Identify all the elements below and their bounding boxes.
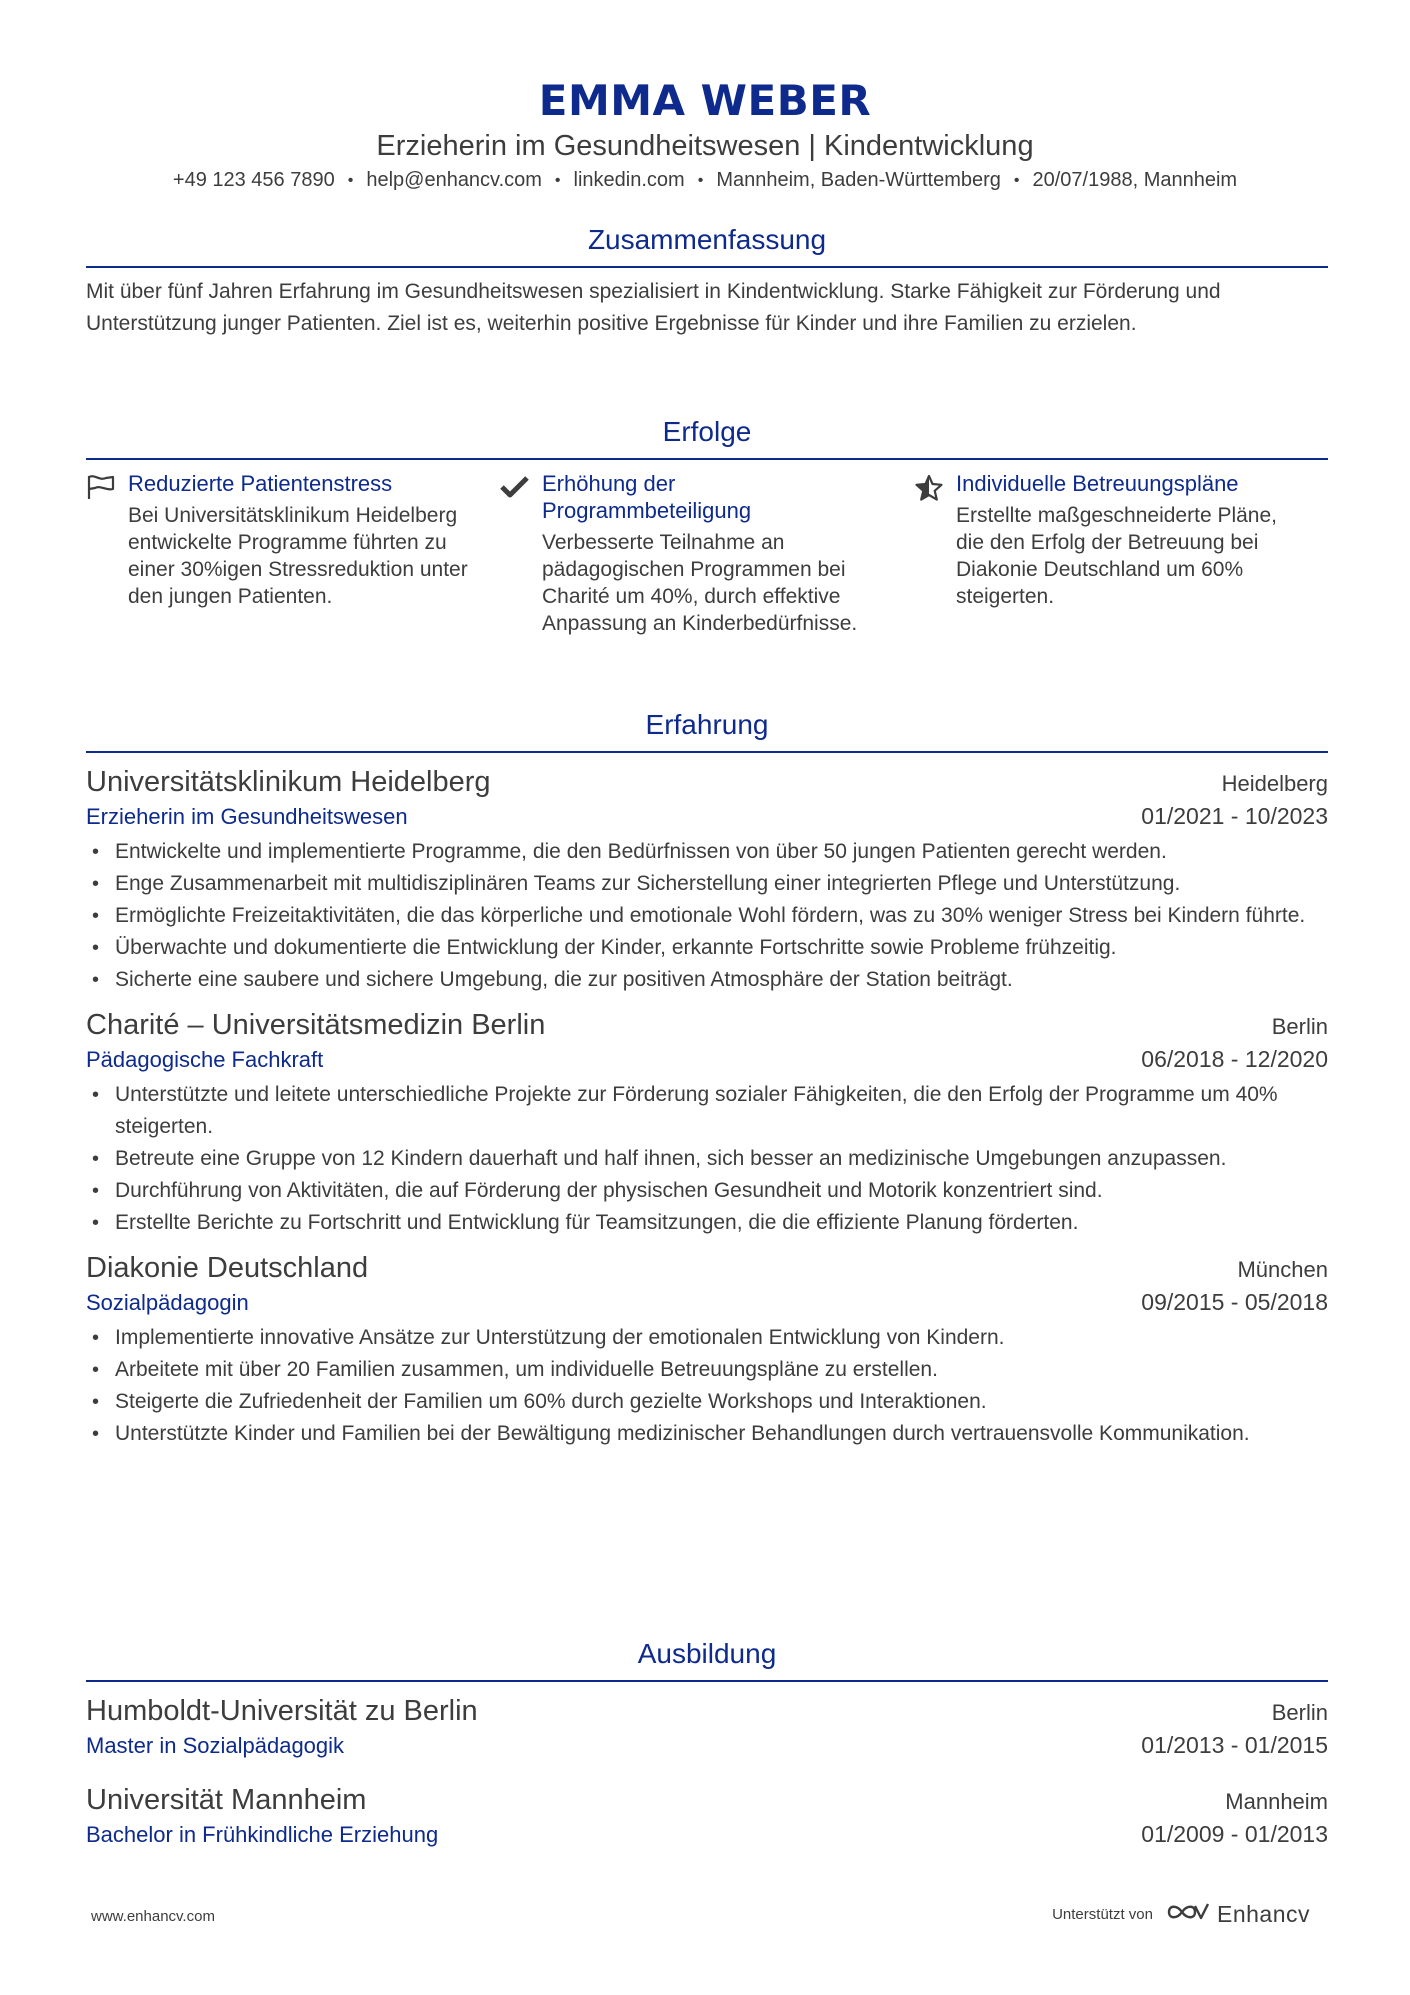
degree: Master in Sozialpädagogik <box>86 1733 345 1758</box>
job-dates: 01/2021 - 10/2023 <box>1141 803 1328 829</box>
education-entry <box>86 1692 1328 1761</box>
contact-linkedin[interactable]: linkedin.com <box>573 169 685 191</box>
bullet-item: • Unterstützte und leitete unterschiedliche Projekte zur Förderung sozialer Fähigkeiten, die den Erfolg der Programme um 40% steigerten. <box>86 1079 1328 1143</box>
summary-text: Mit über fünf Jahren Erfahrung im Gesundheitswesen spezialisiert in Kindentwicklung. Starke Fähigkeit zur Förderung und Unterstützung junger Patienten. Ziel ist es, weiterhin positive Ergebnisse für Kinder und ihre Familien zu erzielen. <box>86 280 1221 335</box>
bullet-item: • Ermöglichte Freizeitaktivitäten, die das körperliche und emotionale Wohl fördern, was zu 30% weniger Stress bei Kindern führte. <box>86 900 1328 932</box>
footer-branding <box>1052 1900 1310 1928</box>
achievement-desc: Bei Universitätsklinikum Heidelberg entwickelte Programme führten zu einer 30%igen Stressreduktion unter den jungen Patienten. <box>128 504 468 608</box>
bullet-item: • Erstellte Berichte zu Fortschritt und Entwicklung für Teamsitzungen, die die effiziente Planung förderten. <box>86 1207 1328 1239</box>
achievements-heading: Erfolge <box>662 416 752 447</box>
bullet-item: • Arbeitete mit über 20 Familien zusammen, um individuelle Betreuungspläne zu erstellen. <box>86 1354 1328 1386</box>
bullet-item: • Durchführung von Aktivitäten, die auf Förderung der physischen Gesundheit und Motorik konzentriert sind. <box>86 1175 1328 1207</box>
bullet-item: • Betreute eine Gruppe von 12 Kindern dauerhaft und half ihnen, sich besser an medizinische Umgebungen anzupassen. <box>86 1143 1328 1175</box>
check-icon <box>500 470 542 637</box>
achievement-title: Reduzierte Patientenstress <box>128 471 393 496</box>
section-divider <box>86 751 1328 753</box>
achievement-desc: Erstellte maßgeschneiderte Pläne, die den Erfolg der Betreuung bei Diakonie Deutschland um 60% steigerten. <box>956 504 1277 608</box>
powered-by-label: Unterstützt von <box>1052 1905 1153 1923</box>
achievement-title: Erhöhung der Programmbeteiligung <box>542 471 752 523</box>
job-dates: 06/2018 - 12/2020 <box>1141 1046 1328 1072</box>
achievements-section <box>86 414 1328 637</box>
resume-header <box>0 74 1410 195</box>
flag-icon <box>86 470 128 637</box>
summary-heading: Zusammenfassung <box>587 224 827 255</box>
contact-line <box>0 166 1410 195</box>
job-bullets <box>86 836 1328 996</box>
job-bullets <box>86 1079 1328 1239</box>
bullet-item: • Implementierte innovative Ansätze zur Unterstützung der emotionalen Entwicklung von Kindern. <box>86 1322 1328 1354</box>
section-divider <box>86 1680 1328 1682</box>
achievement-item <box>914 470 1328 637</box>
section-divider <box>86 266 1328 268</box>
employer-location: Heidelberg <box>1221 771 1328 796</box>
employer-name: Charité – Universitätsmedizin Berlin <box>86 1009 546 1041</box>
education-entry <box>86 1781 1328 1850</box>
job-bullets <box>86 1322 1328 1450</box>
achievement-item <box>86 470 500 637</box>
employer-location: Berlin <box>1271 1014 1328 1039</box>
achievement-desc: Verbesserte Teilnahme an pädagogischen Programmen bei Charité um 40%, durch effektive Anpassung an Kinderbedürfnisse. <box>542 531 858 635</box>
job-dates: 09/2015 - 05/2018 <box>1141 1289 1328 1315</box>
bullet-item: • Entwickelte und implementierte Programme, die den Bedürfnissen von über 50 jungen Patienten gerecht werden. <box>86 836 1328 868</box>
separator-dot: • <box>1013 172 1020 189</box>
achievement-title: Individuelle Betreuungspläne <box>956 471 1239 496</box>
employer-name: Diakonie Deutschland <box>86 1252 369 1284</box>
experience-entry <box>86 763 1328 996</box>
achievement-item <box>500 470 914 637</box>
study-dates: 01/2013 - 01/2015 <box>1141 1732 1328 1758</box>
experience-entry <box>86 1249 1328 1450</box>
contact-phone: +49 123 456 7890 <box>172 169 335 191</box>
summary-section <box>86 222 1328 340</box>
bullet-item: • Sicherte eine saubere und sichere Umgebung, die zur positiven Atmosphäre der Station beiträgt. <box>86 964 1328 996</box>
bullet-item: • Steigerte die Zufriedenheit der Familien um 60% durch gezielte Workshops und Interaktionen. <box>86 1386 1328 1418</box>
bullet-item: • Enge Zusammenarbeit mit multidisziplinären Teams zur Sicherstellung einer integrierten Pflege und Unterstützung. <box>86 868 1328 900</box>
education-heading: Ausbildung <box>637 1638 777 1669</box>
school-location: Berlin <box>1271 1700 1328 1725</box>
contact-birth: 20/07/1988, Mannheim <box>1032 169 1238 191</box>
contact-email[interactable]: help@enhancv.com <box>366 169 542 191</box>
candidate-name: EMMA WEBER <box>538 76 872 125</box>
candidate-title: Erzieherin im Gesundheitswesen | Kindentwicklung <box>376 130 1034 162</box>
education-section <box>86 1636 1328 1850</box>
job-role: Erzieherin im Gesundheitswesen <box>86 804 408 829</box>
experience-section <box>86 707 1328 1450</box>
brand-name[interactable]: Enhancv <box>1216 1900 1310 1927</box>
footer-website[interactable]: www.enhancv.com <box>91 1908 215 1925</box>
star-half-icon <box>914 470 956 637</box>
enhancv-logo-icon <box>1165 1900 1211 1928</box>
school-location: Mannheim <box>1225 1789 1328 1814</box>
bullet-item: • Überwachte und dokumentierte die Entwicklung der Kinder, erkannte Fortschritte sowie Probleme frühzeitig. <box>86 932 1328 964</box>
separator-dot: • <box>347 172 354 189</box>
contact-location: Mannheim, Baden-Württemberg <box>716 169 1001 191</box>
section-divider <box>86 458 1328 460</box>
separator-dot: • <box>554 172 561 189</box>
job-role: Pädagogische Fachkraft <box>86 1047 324 1072</box>
experience-heading: Erfahrung <box>645 709 769 740</box>
employer-location: München <box>1237 1257 1328 1282</box>
job-role: Sozialpädagogin <box>86 1290 249 1315</box>
experience-entry <box>86 1006 1328 1239</box>
school-name: Humboldt-Universität zu Berlin <box>86 1695 478 1727</box>
school-name: Universität Mannheim <box>86 1784 367 1816</box>
separator-dot: • <box>697 172 704 189</box>
achievements-list <box>86 470 1328 637</box>
employer-name: Universitätsklinikum Heidelberg <box>86 766 491 798</box>
degree: Bachelor in Frühkindliche Erziehung <box>86 1822 439 1847</box>
study-dates: 01/2009 - 01/2013 <box>1141 1821 1328 1847</box>
bullet-item: • Unterstützte Kinder und Familien bei der Bewältigung medizinischer Behandlungen durch vertrauensvolle Kommunikation. <box>86 1418 1328 1450</box>
